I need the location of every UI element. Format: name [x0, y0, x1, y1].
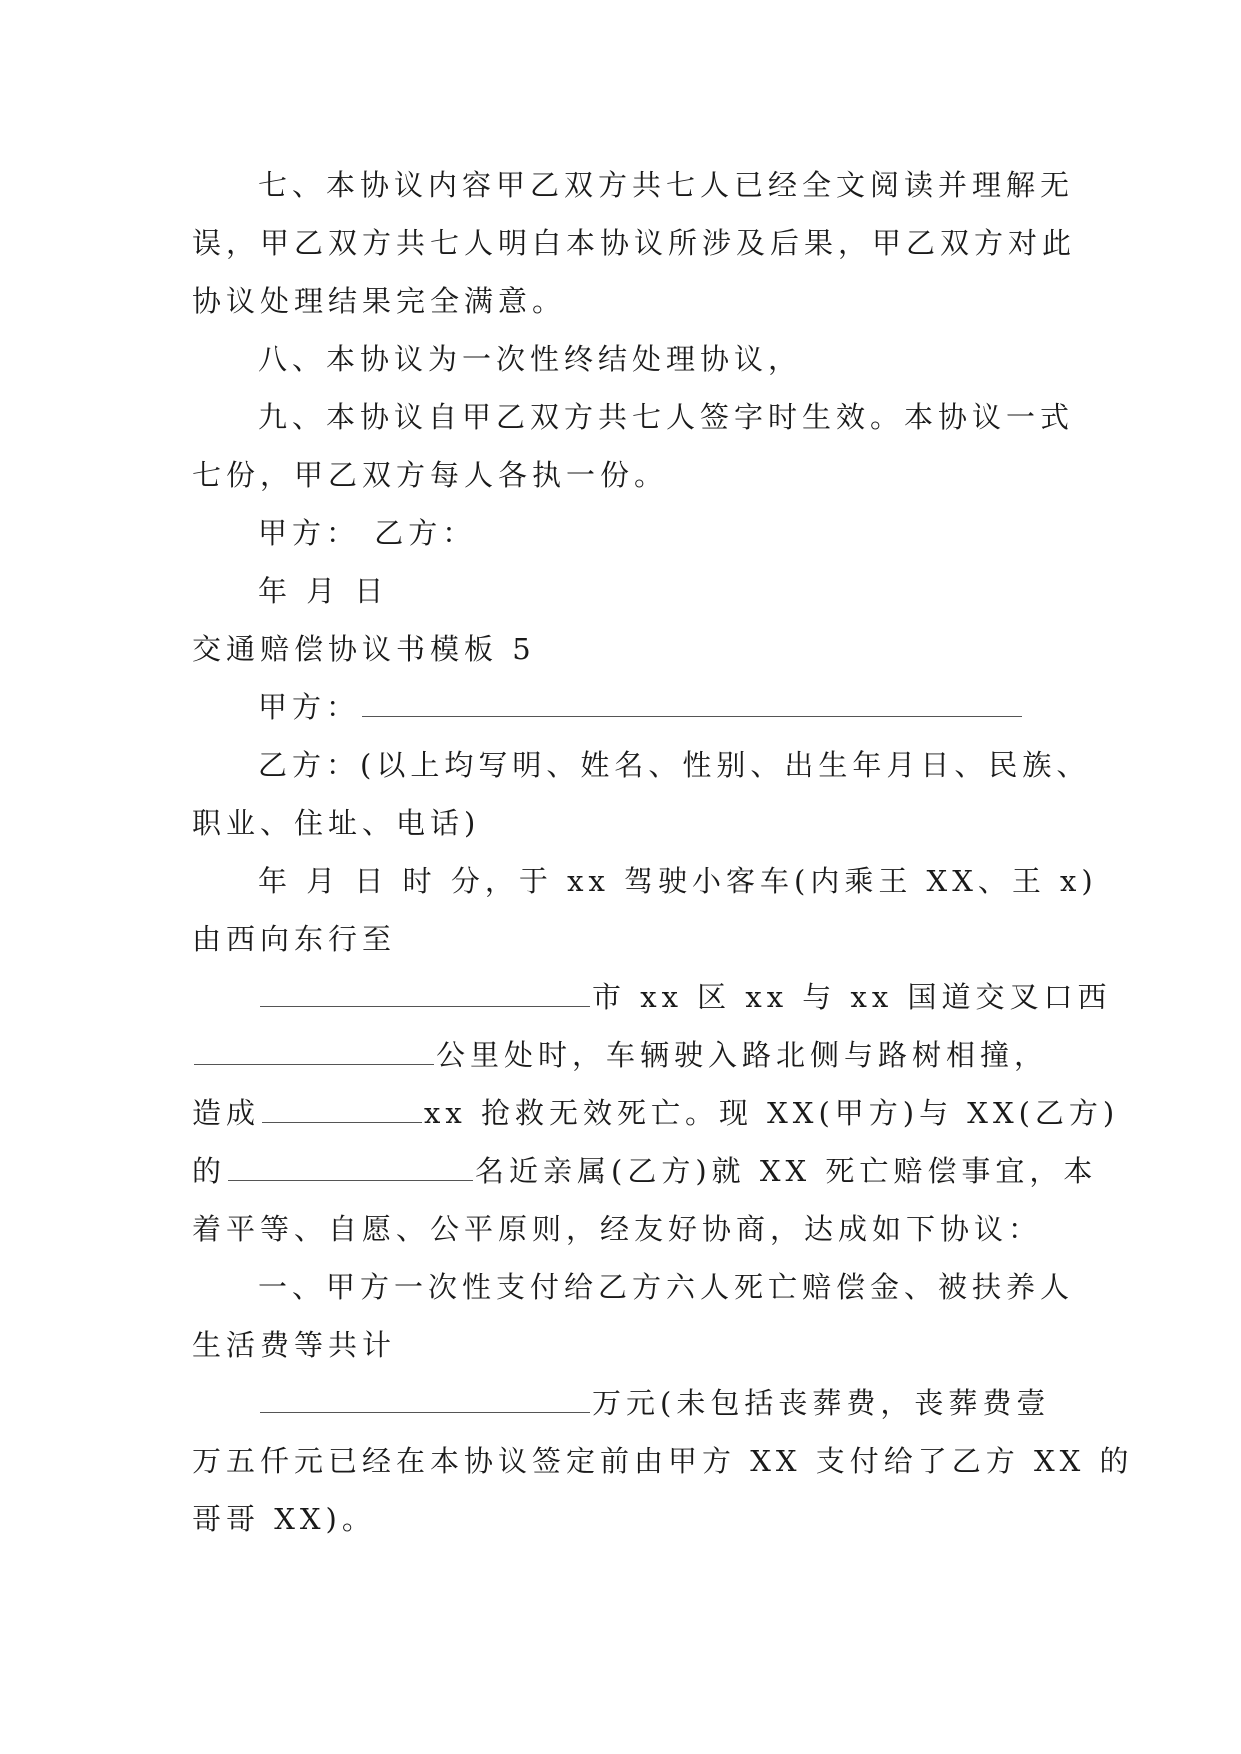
incident-line-5	[192, 1093, 1119, 1133]
clause-1-line-2: 生活费等共计	[192, 1328, 397, 1362]
template-title: 交通赔偿协议书模板 5	[192, 632, 536, 666]
clause-7-line-2: 误，甲乙双方共七人明白本协议所涉及后果，甲乙双方对此	[192, 226, 1077, 260]
clause-9-line-1: 九、本协议自甲乙双方共七人签字时生效。本协议一式	[258, 400, 1075, 434]
deceased-blank	[262, 1094, 422, 1123]
amount-blank	[260, 1384, 590, 1413]
location-blank	[260, 978, 590, 1007]
incident-line-6-text: 名近亲属(乙方)就 XX 死亡赔偿事宜，本	[475, 1154, 1098, 1188]
incident-line-6	[192, 1151, 1097, 1191]
incident-line-2: 由西向东行至	[192, 922, 397, 956]
clause-1-line-5: 哥哥 XX)。	[192, 1502, 376, 1536]
clause-9-line-2: 七份，甲乙双方每人各执一份。	[192, 458, 669, 492]
party-a-line	[258, 687, 1024, 727]
incident-line-4	[192, 1035, 1048, 1075]
incident-line-3	[258, 977, 1111, 1017]
clause-1-line-4: 万五仟元已经在本协议签定前由甲方 XX 支付给了乙方 XX 的	[192, 1444, 1134, 1478]
clause-1-line-1: 一、甲方一次性支付给乙方六人死亡赔偿金、被扶养人	[258, 1270, 1075, 1304]
incident-line-6-prefix: 的	[192, 1154, 227, 1188]
clause-7-line-1: 七、本协议内容甲乙双方共七人已经全文阅读并理解无	[258, 168, 1075, 202]
clause-1-line-3	[258, 1383, 1050, 1423]
incident-line-5-prefix: 造成	[192, 1096, 261, 1130]
clause-7-line-3: 协议处理结果完全满意。	[192, 284, 567, 318]
incident-line-1: 年 月 日 时 分，于 xx 驾驶小客车(内乘王 XX、王 x)	[258, 864, 1098, 898]
clause-8: 八、本协议为一次性终结处理协议，	[258, 342, 803, 376]
signature-date: 年 月 日	[258, 574, 389, 608]
incident-line-4-text: 公里处时，车辆驶入路北侧与路树相撞，	[436, 1038, 1049, 1072]
incident-line-7: 着平等、自愿、公平原则，经友好协商，达成如下协议：	[192, 1212, 1043, 1246]
incident-line-3-text: 市 xx 区 xx 与 xx 国道交叉口西	[592, 980, 1112, 1014]
party-b-line-2: 职业、住址、电话)	[192, 806, 481, 840]
party-b-line-1: 乙方：(以上均写明、姓名、性别、出生年月日、民族、	[258, 748, 1091, 782]
incident-line-5-text: xx 抢救无效死亡。现 XX(甲方)与 XX(乙方)	[424, 1096, 1120, 1130]
party-a-label: 甲方：	[258, 690, 361, 724]
signature-parties: 甲方： 乙方：	[258, 516, 477, 550]
clause-1-line-3-text: 万元(未包括丧葬费，丧葬费壹	[592, 1386, 1051, 1420]
party-a-blank	[362, 688, 1022, 717]
relatives-count-blank	[228, 1152, 473, 1181]
distance-blank	[194, 1036, 434, 1065]
